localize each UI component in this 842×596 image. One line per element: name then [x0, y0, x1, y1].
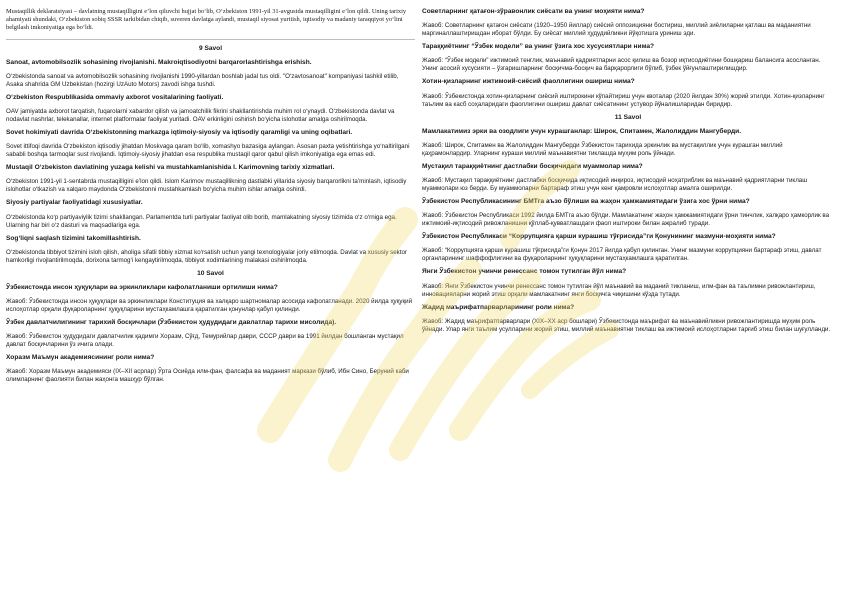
answer: Жавоб: “Коррупцияга қарши курашиш тўғрисида”ги Қонун 2017 йилда қабул қилинган. Унинг мазмуни коррупцияни бартараф этиш, давлат органларининг шаффофлигини ва фуқароларнинг ҳуқуқларини мустаҳкамлашга қаратилган. — [422, 247, 822, 263]
answer: Жавоб: Ўзбекистон Республикаси 1992 йилда БМТга аъзо бўлди. Мамлакатнинг жаҳон ҳамжамиятидаги ўрни тинчлик, халқаро ҳамкорлик ва ижтимоий-иқтисодий ривожланишни қўллаб-қувватлашдаги фаол иштироки билан ажралиб туради. — [422, 212, 830, 228]
answer: O‘zbekistonda sanoat va avtomobilsozlik sohasining rivojlanishi 1990-yillardan boshlab jadal tus oldi. "O‘zavtosanoat" kompaniyasi tashkil etilib, Asaka shahrida GM Uzbekistan (hozirgi UzAuto Motors) zavodi ishga tushdi. — [6, 72, 399, 88]
answer: Жавоб: Ўзбекистонда хотин-қизларнинг сиёсий иштирокини кўпайтириш учун квоталар (2020 йилдан 30%) жорий этилди. Хотин-қизларнинг таълим ва касб соҳаларидаги фаоллигини ошириш давлат сиёсатининг устувор йўналишларидан биридир. — [422, 92, 825, 108]
answer: Жавоб: Ўзбекистон ҳудудидаги давлатчилик қадимги Хоразм, Сўғд, Темурийлар даври, СССР даври ва 1991 йилдан бошланган мустақил давлат босқичларини ўз ичига олади. — [6, 333, 404, 349]
question: Мамлакатимиз эрки ва озодлиги учун курашганлар: Широк, Спитамен, Жалолиддин Мангуберди. — [422, 127, 742, 135]
section-heading-11: 11 Savol — [614, 113, 642, 121]
question: Советларнинг қатағон-зўравонлик сиёсати ва унинг моҳияти нима? — [422, 8, 645, 15]
answer: OAV jamiyatda axborot tarqatish, fuqarolarni xabardor qilish va jamoatchilik fikrini shakllantirishda muhim rol o‘ynaydi. O‘zbekistonda davlat va nodavlat nashrlar, telekanallar, internet platformalar faoliyat yuritadi. OAV erkinligini oshirish bo‘yicha islohotlar amalga oshirilmoqda. — [6, 108, 395, 124]
question: Ўзбекистон Республикаси “Коррупцияга қарши курашиш тўғрисида”ги Қонунининг мазмуни-моҳияти нима? — [422, 233, 776, 241]
question: Ўзбекистонда инсон ҳуқуқлари ва эркинликлари кафолатланиши ортилиши нима? — [6, 283, 278, 291]
question: Мустақил тараққиётнинг дастлабки босқичидаги муаммолар нима? — [422, 162, 643, 170]
answer: Жавоб: Жадид маърифатпарварлари (XIX–XX аср бошлари) Ўзбекистонда маърифат ва маънавийликни ривожлантиришда муҳим роль ўйнади. Улар янги таълим усулларини жорий этиш, миллий маънавиятни тиклаш ва ижтимоий ислоҳотларни тарғиб этиш билан шуғулланди. — [422, 317, 831, 333]
answer: Жавоб: “Ўзбек модели” ижтимоий тенглик, маънавий қадриятларни асос қилиш ва бозор иқтисодиётини бошқариш балансига асосланган. Унинг асосий хусусияти – ўзгаришларнинг босқичма-босқич ва барқарорлиги бўлиб, ўзбек ўйғунлаштирилишдир. — [422, 57, 821, 73]
answer: Жавоб: Широк, Спитамен ва Жалолиддин Мангуберди Ўзбекистон тарихида эркинлик ва мустақиллик учун курашган миллий қаҳрамонлардир. Уларнинг кураши миллий маънавиятни тиклашда муҳим роль ўйнади. — [422, 141, 783, 157]
question: Ўзбекистон Республикасининг БМТга аъзо бўлиши ва жаҳон ҳамжамиятидаги ўзига хос ўрни нима? — [422, 198, 750, 206]
answer: O‘zbekiston 1991-yil 1-sentabrda mustaqilligini e’lon qildi. Islom Karimov mustaqillikning dastlabki yillarida siyosiy barqarorlikni ta’minlash, iqtisodiy islohotlar o‘tkazish va xalqaro maydonda O‘zbekistonni mustahkamlash bo‘yicha muhim ishlar amalga oshirdi. — [6, 178, 407, 194]
question: Sog‘liqni saqlash tizimini takomillashtirish. — [6, 234, 141, 242]
question: Хоразм Маъмун академиясининг роли нима? — [6, 354, 155, 362]
intro-paragraph: Mustaqillik deklaratsiyasi – davlatning mustaqilligini e’lon qiluvchi hujjat bo‘lib, O‘zbekiston 1991-yil 31-avgustda mustaqilligini e’lon qildi. Uning tarixiy ahamiyati shundaki, O‘zbekiston sobiq SSSR tarkibidan chiqib, suveren davlatga aylandi, mustaqil siyosat yuritish, iqtisodiy va madaniy taraqqiyot yo‘lini belgilash imkoniyatiga ega bo‘ldi. — [6, 8, 407, 32]
question: Mustaqil O‘zbekiston davlatining yuzaga kelishi va mustahkamlanishida I. Karimovning tarixiy xizmatlari. — [6, 164, 335, 172]
question: Ўзбек давлатчилигининг тарихий босқичлари (Ўзбекистон ҳудудидаги давлатлар тарихи мисолида). — [6, 319, 337, 327]
left-column — [6, 8, 415, 389]
question: Жадид маърифатпарварларининг роли нима? — [422, 303, 575, 311]
answer: Жавоб: Советларнинг қатағон сиёсати (1920–1950 йиллар) сиёсий оппозицияни бостириш, миллий зиёлиларни қатлаш ва маданиятни маргиналлаштиришдан иборат бўлди. Бу сиёсат миллий ҳудудийликни йўқотишга уриниш эди. — [422, 22, 811, 38]
divider — [6, 39, 415, 40]
question: Siyosiy partiyalar faoliyatidagi xususiyatlar. — [6, 199, 143, 207]
right-column — [422, 8, 834, 339]
section-heading-9: 9 Savol — [198, 44, 223, 52]
answer: Жавоб: Хоразм Маъмун академияси (IX–XII асрлар) Ўрта Осиёда илм-фан, фалсафа ва маданият маркази бўлиб, Ибн Сино, Беруний каби олимларнинг фаолияти билан жаҳонга машҳур бўлган. — [6, 368, 409, 384]
answer: Sovet ittifoqi davrida O‘zbekiston iqtisodiy jihatdan Moskvaga qaram bo‘lib, xomashyo bazasiga aylangan. Asosan paxta yetishtirishga yo‘naltirilgani sababli boshqa tarmoqlar sust rivojlandi. Iqtimoiy-siyosiy jihatdan esa respublika mustaqil qaror qabul qilish imkoniyatiga ega emas edi. — [6, 143, 410, 159]
question: Sanoat, avtomobilsozlik sohasining rivojlanishi. Makroiqtisodiyotni barqarorlashtirishga erishish. — [6, 58, 312, 66]
answer: O‘zbekistonda tibbiyot tizimini isloh qilish, aholiga sifatli tibbiy xizmat ko‘rsatish uchun yangi texnologiyalar joriy etilmoqda. Davlat va xususiy sektor hamkorligi rivojlantirilmoqda, dorixona tarmog‘i kengaytirilmoqda, tibbiyot xodimlarining malakasi oshirilmoqda. — [6, 248, 407, 264]
answer: Жавоб: Янги Ўзбекистон учинчи ренессанс томон тутилган йўл маънавий ва маданий тикланиш, илм-фан ва таълимни ривожлантириш, инновацияларни жорий этиш орқали мамлакатнинг янги босқичга чиқишини кўзда тутади. — [422, 282, 816, 298]
section-heading-10: 10 Savol — [197, 269, 224, 277]
question: O‘zbekiston Respublikasida ommaviy axborot vositalarining faoliyati. — [6, 93, 224, 101]
question: Янги Ўзбекистон учинчи ренессанс томон тутилган йўл нима? — [422, 268, 627, 276]
question: Sovet hokimiyati davrida O‘zbekistonning markazga iqtimoiy-siyosiy va iqtisodiy qaramligi va uning oqibatlari. — [6, 129, 353, 137]
question: Хотин-қизларнинг ижтимоий-сиёсий фаоллигини ошириш нима? — [422, 78, 635, 86]
question: Тараққиётнинг “Ўзбек модели” ва унинг ўзига хос хусусиятлари нима? — [422, 43, 655, 51]
answer: O‘zbekistonda ko‘p partiyaviylik tizimi shakllangan. Parlamentda turli partiyalar faoliyat olib borib, mamlakatning siyosiy tizimida o‘z o‘rniga ega. Ularning har biri o‘z dasturi va maqsadlariga ega. — [6, 213, 397, 229]
answer: Жавоб: Мустақил тараққиётнинг дастлабки босқичида иқтисодий инқироз, иқтисодий ноҳатриблик ва маънавий қадриятларни тиклаш муаммолари юз берди. Бу муаммоларни бартараф этиш учун кенг қамровли ислоҳотлар амалга оширилди. — [422, 177, 808, 193]
answer: Жавоб: Ўзбекистонда инсон ҳуқуқлари ва эркинликлари Конституция ва халқаро шартномалар асосида кафолатланади. 2020 йилда ҳуқуқий ислоҳотлар орқали фуқароларнинг ҳуқуқларини мустаҳкамлашга қаратилган қонунлар қабул қилинди. — [6, 298, 413, 314]
